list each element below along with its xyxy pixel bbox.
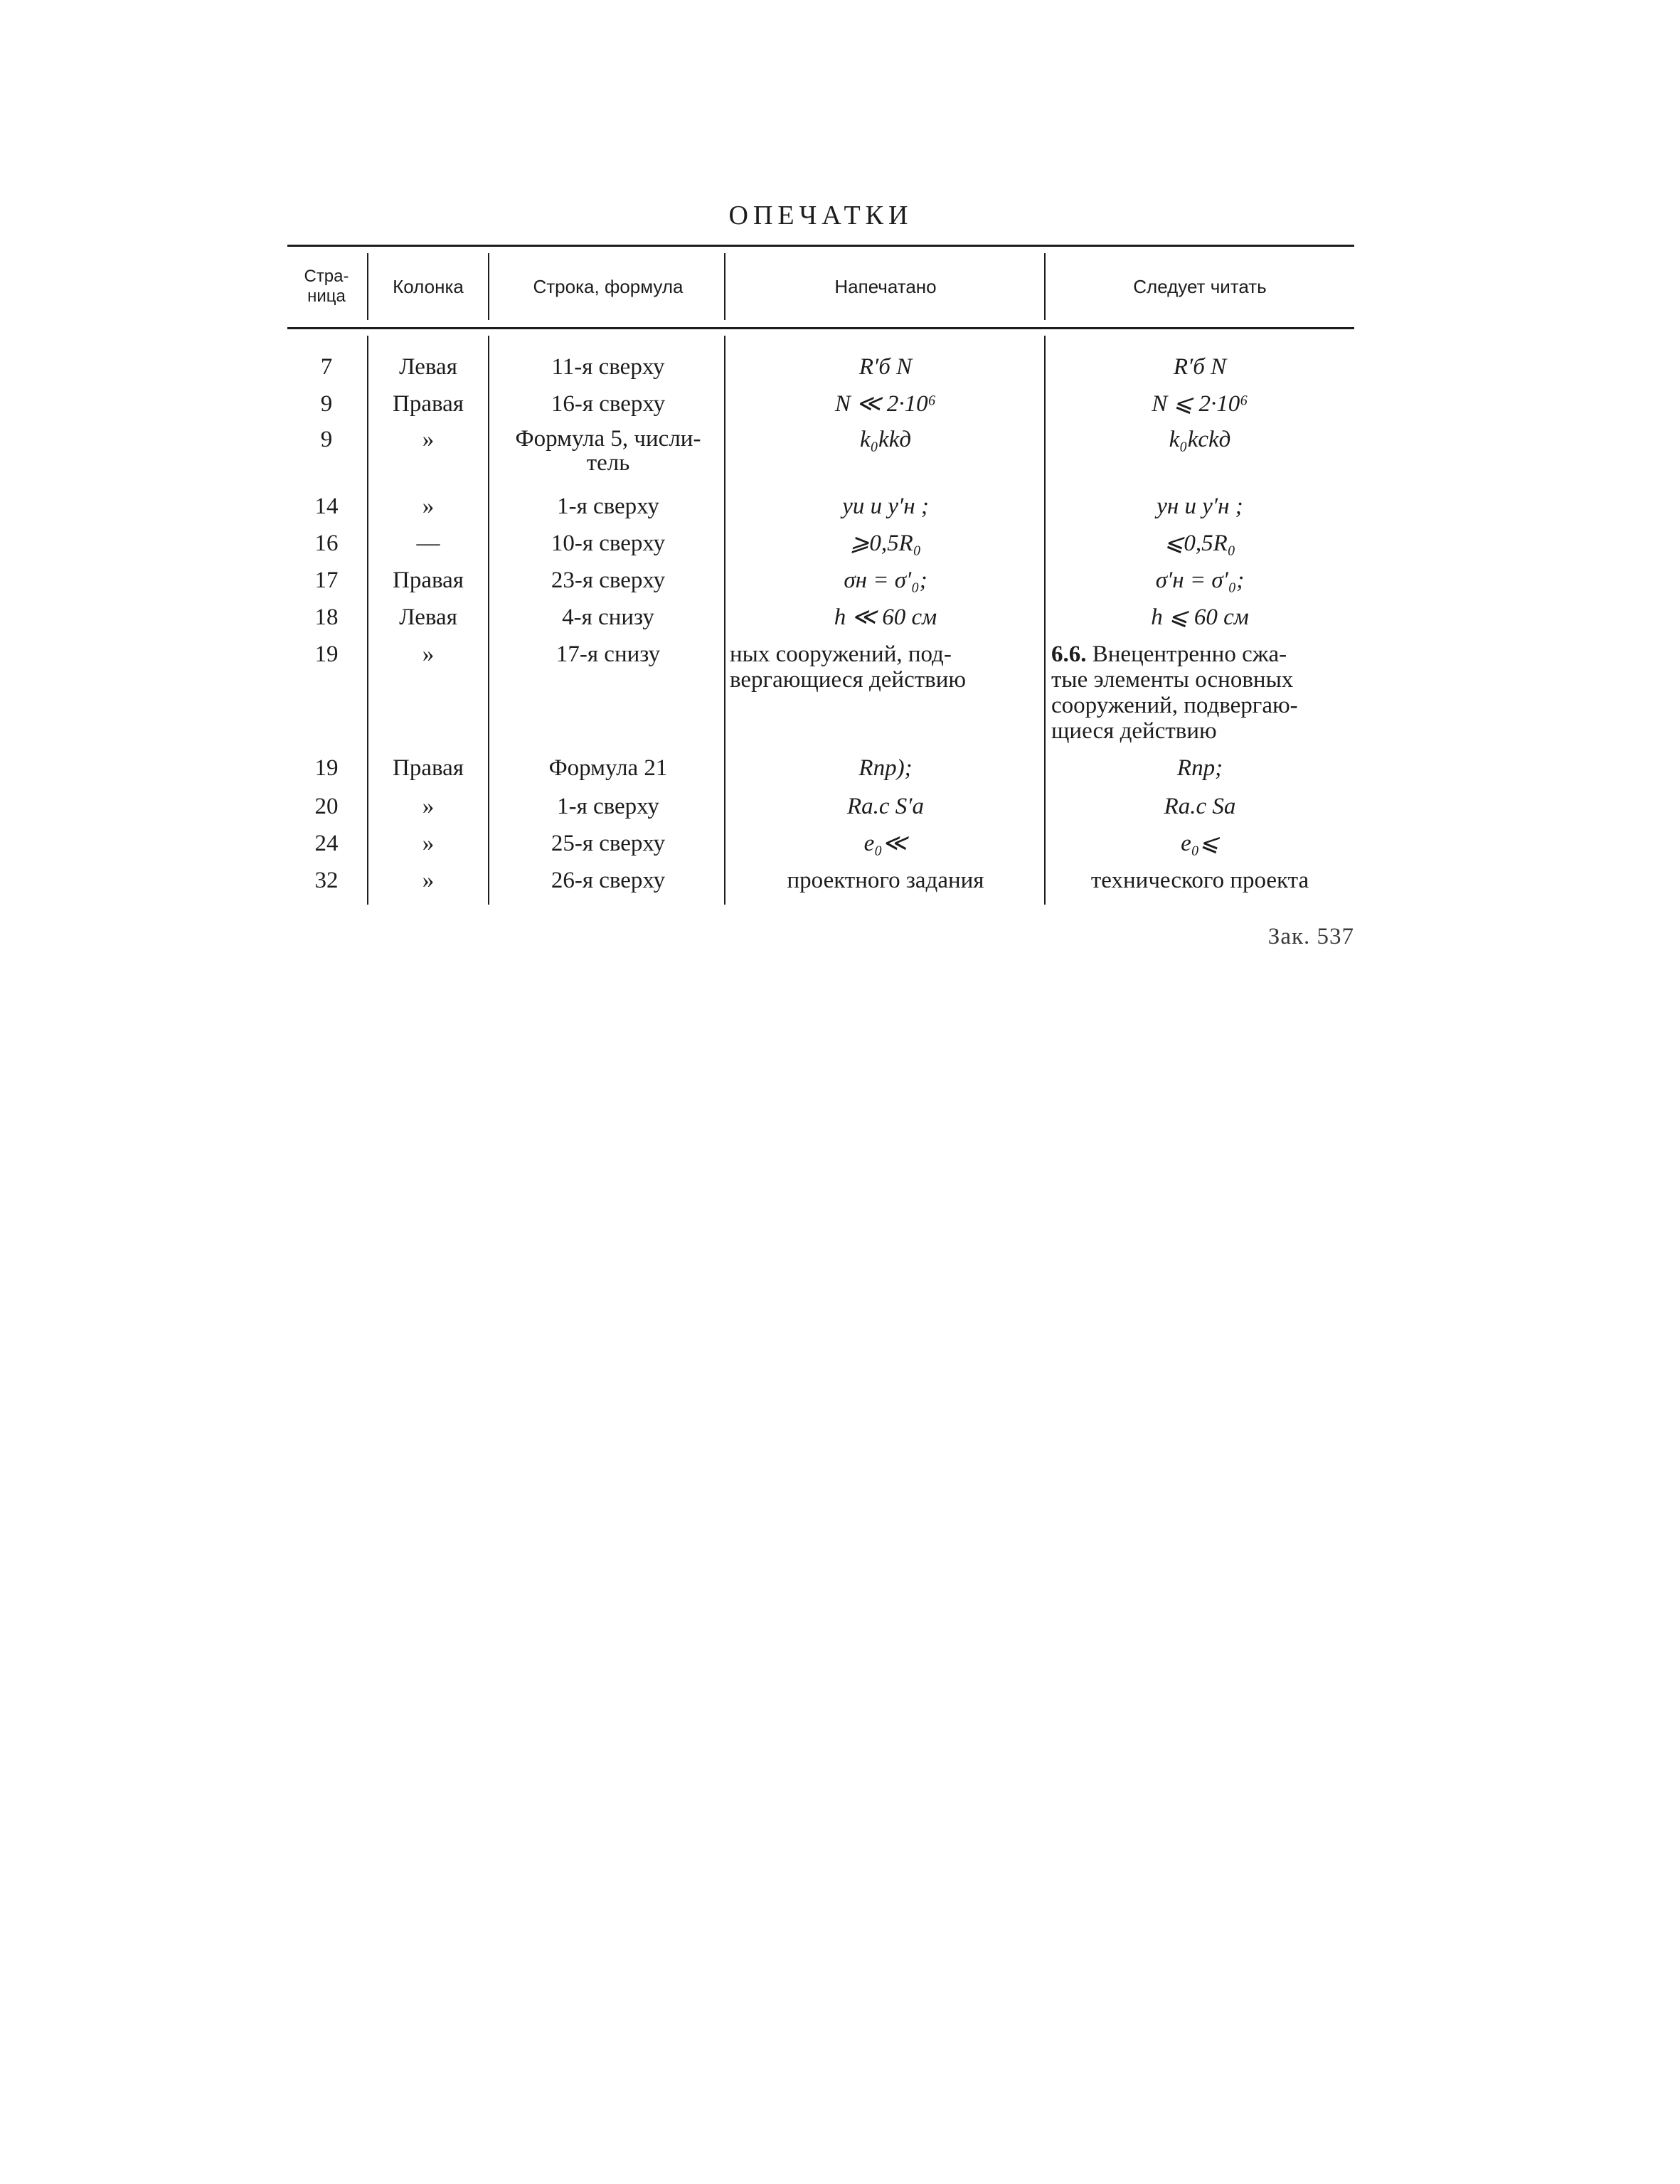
row-should-read: Rа.с Sа [1164,794,1236,819]
row-column: Правая [393,391,464,417]
header-line: Строка, формула [533,276,684,297]
row-line: 11-я сверху [551,354,665,380]
row-should-read: e₀⩽ [1181,831,1219,856]
row-should-read: ⩽0,5R₀ [1164,531,1236,556]
row-should-read: N ⩽ 2·10⁶ [1152,391,1248,417]
row-should-read: R′б N [1173,354,1227,380]
row-page: 17 [314,568,339,593]
row-printed: ных сооружений, под- вергающиеся действию [730,641,967,693]
row-printed: h ≪ 60 см [834,604,937,630]
row-should-read: технического проекта [1090,868,1309,893]
row-column: » [422,427,435,452]
page-title: ОПЕЧАТКИ [728,201,913,230]
row-page: 19 [314,755,339,781]
print-order-number: Зак. 537 [1267,924,1354,949]
row-line: 1-я сверху [557,794,659,819]
row-should-read: h ⩽ 60 см [1151,604,1249,630]
row-column: » [422,641,435,667]
row-page: 20 [314,794,339,819]
row-column: » [422,494,435,519]
row-line: 25-я сверху [551,831,666,856]
row-should-read: yн и y′н ; [1157,494,1243,519]
section-number: 6.6. [1051,641,1087,667]
row-page: 9 [320,427,333,452]
header-column: Колонка [393,276,464,297]
column-divider [488,336,489,905]
row-page: 7 [320,354,333,380]
row-should-read: σ′н = σ′₀; [1155,568,1245,593]
row-page: 19 [314,641,339,667]
row-column: — [416,531,440,556]
row-should-read-text: Внецентренно сжа- тые элементы основных сооружений, подвергаю- щиеся действию [1051,641,1298,744]
row-printed: Rпр); [858,755,913,781]
row-page: 18 [314,604,339,630]
row-should-read: Rпр; [1176,755,1223,781]
row-line: 23-я сверху [551,568,666,593]
row-column: » [422,831,435,856]
row-printed: σн = σ′₀; [844,568,927,593]
row-should-read [1046,641,1354,744]
row-line: 16-я сверху [551,391,666,417]
row-printed: Rа.с S′а [846,794,925,819]
row-printed: yи и y′н ; [842,494,929,519]
row-column: Левая [399,354,457,380]
row-column: Правая [393,568,464,593]
row-line: 17-я снизу [555,641,661,667]
header-should-read: Следует читать [1133,276,1267,297]
row-printed: R′б N [858,354,913,380]
row-page: 24 [314,831,339,856]
row-page: 14 [314,494,339,519]
table-top-rule [287,245,1354,247]
header-page: Стра- ница [304,267,349,306]
row-column: » [422,868,435,893]
row-page: 9 [320,391,333,417]
table-header-rule [287,327,1354,329]
row-printed: N ≪ 2·10⁶ [834,391,937,417]
row-line: 10-я сверху [551,531,666,556]
row-page: 32 [314,868,339,893]
row-column: Левая [399,604,457,630]
row-line: 1-я сверху [557,494,659,519]
row-column: » [422,794,435,819]
row-line: 4-я снизу [562,604,654,630]
row-line: Формула 21 [548,755,668,781]
row-column: Правая [393,755,464,781]
row-should-read: k₀kсkд [1169,427,1231,452]
row-printed: проектного задания [787,868,984,893]
row-printed: e₀≪ [863,831,908,856]
column-divider [488,253,489,320]
header-printed: Напечатано [834,276,937,297]
row-printed: k₀kkд [859,427,912,452]
row-page: 16 [314,531,339,556]
row-printed: ⩾0,5R₀ [849,531,922,556]
row-line: 26-я сверху [551,868,666,893]
row-line: Формула 5, числи- тель [515,426,701,476]
